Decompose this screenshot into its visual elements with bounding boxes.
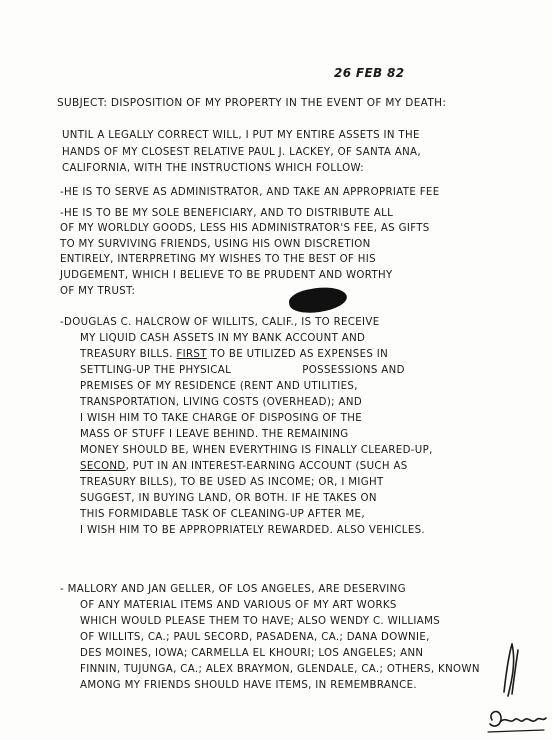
halcrow-line: I WISH HIM TO BE APPROPRIATELY REWARDED. ALSO VEHICLES. [80,525,426,536]
intro-line: CALIFORNIA, WITH THE INSTRUCTIONS WHICH FOLLOW: [62,163,365,174]
halcrow-line: MASS OF STUFF I LEAVE BEHIND. THE REMAINING [80,429,349,440]
halcrow-line: SUGGEST, IN BUYING LAND, OR BOTH. IF HE TAKES ON [80,493,377,504]
ink-blot [288,284,349,316]
instruction-beneficiary-line: -HE IS TO BE MY SOLE BENEFICIARY, AND TO DISTRIBUTE ALL [60,208,394,219]
handwritten-signature [482,640,550,738]
halcrow-line: MY LIQUID CASH ASSETS IN MY BANK ACCOUNT AND [80,333,366,344]
halcrow-line: -DOUGLAS C. HALCROW OF WILLITS, CALIF., IS TO RECEIVE [60,317,380,328]
halcrow-line-text: TREASURY BILLS. [80,349,173,360]
intro-line: HANDS OF MY CLOSEST RELATIVE PAUL J. LACKEY, OF SANTA ANA, [62,147,421,158]
halcrow-line: THIS FORMIDABLE TASK OF CLEANING-UP AFTER ME, [80,509,365,520]
halcrow-line-text: TO BE UTILIZED AS EXPENSES IN [210,349,389,360]
letter-subject: SUBJECT: DISPOSITION OF MY PROPERTY IN THE EVENT OF MY DEATH: [57,97,447,109]
friends-line: FINNIN, TUJUNGA, CA.; ALEX BRAYMON, GLENDALE, CA.; OTHERS, KNOWN [80,664,480,675]
friends-line: OF ANY MATERIAL ITEMS AND VARIOUS OF MY ART WORKS [80,600,397,611]
halcrow-line: TRANSPORTATION, LIVING COSTS (OVERHEAD); AND [80,397,363,408]
friends-line: DES MOINES, IOWA; CARMELLA EL KHOURI; LOS ANGELES; ANN [80,648,424,659]
instruction-beneficiary-line: OF MY WORLDLY GOODS, LESS HIS ADMINISTRATOR'S FEE, AS GIFTS [60,223,430,234]
friends-line: - MALLORY AND JAN GELLER, OF LOS ANGELES, ARE DESERVING [60,584,406,595]
halcrow-line-text: , PUT IN AN INTEREST-EARNING ACCOUNT (SUCH AS [125,461,408,472]
friends-line: OF WILLITS, CA.; PAUL SECORD, PASADENA, CA.; DANA DOWNIE, [80,632,430,643]
halcrow-line-text: SETTLING-UP THE PHYSICAL [80,365,232,376]
instruction-beneficiary-line: TO MY SURVIVING FRIENDS, USING HIS OWN DISCRETION [60,239,371,250]
halcrow-line: PREMISES OF MY RESIDENCE (RENT AND UTILITIES, [80,381,358,392]
halcrow-line-text: POSSESSIONS AND [302,365,405,376]
friends-line: AMONG MY FRIENDS SHOULD HAVE ITEMS, IN REMEMBRANCE. [80,680,417,691]
instruction-beneficiary-line: ENTIRELY, INTERPRETING MY WISHES TO THE BEST OF HIS [60,254,376,265]
halcrow-line [80,462,408,472]
friends-line: WHICH WOULD PLEASE THEM TO HAVE; ALSO WENDY C. WILLIAMS [80,616,441,627]
halcrow-line [80,366,405,376]
letter-date: 26 FEB 82 [334,66,405,80]
first-underlined: FIRST [176,349,207,360]
halcrow-line [80,350,388,360]
instruction-beneficiary-line: JUDGEMENT, WHICH I BELIEVE TO BE PRUDENT AND WORTHY [60,270,393,281]
halcrow-line: MONEY SHOULD BE, WHEN EVERYTHING IS FINALLY CLEARED-UP, [80,445,433,456]
instruction-administrator: -HE IS TO SERVE AS ADMINISTRATOR, AND TAKE AN APPROPRIATE FEE [60,187,440,198]
halcrow-line: TREASURY BILLS), TO BE USED AS INCOME; OR, I MIGHT [80,477,384,488]
second-underlined: SECOND [80,461,126,472]
instruction-beneficiary-line: OF MY TRUST: [60,286,136,297]
halcrow-line: I WISH HIM TO TAKE CHARGE OF DISPOSING OF THE [80,413,363,424]
intro-line: UNTIL A LEGALLY CORRECT WILL, I PUT MY ENTIRE ASSETS IN THE [62,130,420,141]
